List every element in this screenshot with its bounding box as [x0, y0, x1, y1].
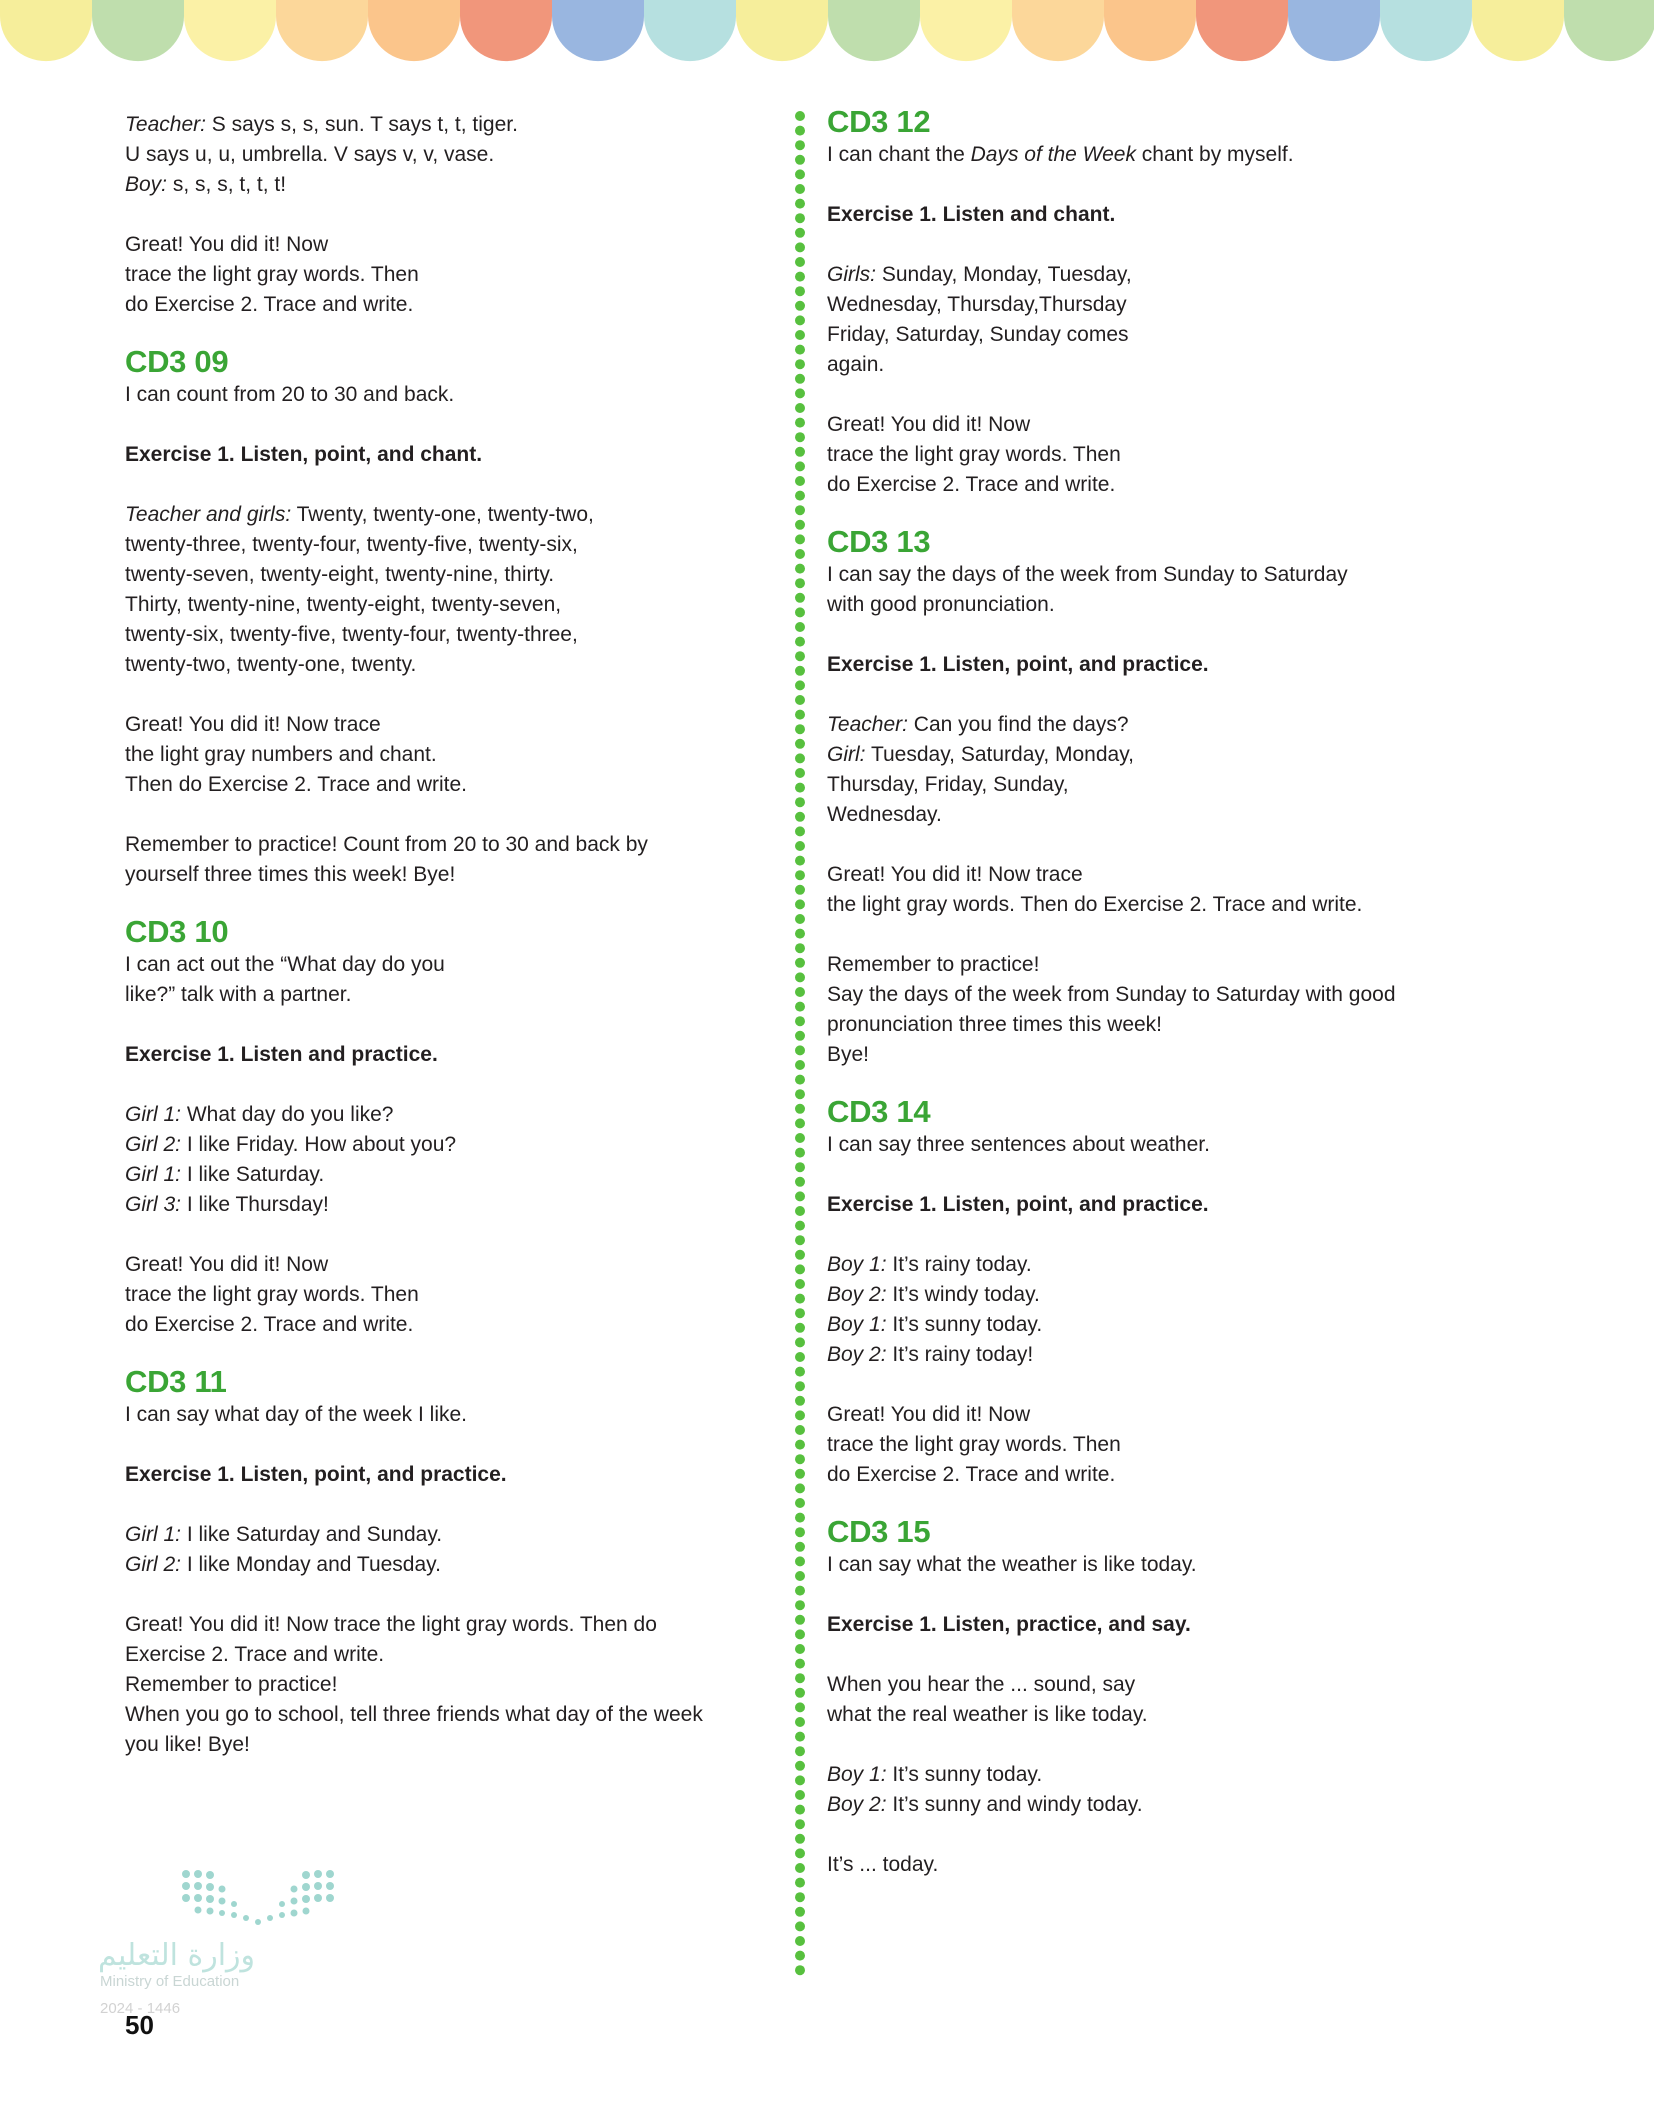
goal-text: I can say the days of the week from Sunday to Saturday with good pronunciation.: [827, 563, 1348, 616]
goal-text-end: chant by myself.: [1135, 143, 1294, 166]
divider-dot: [795, 1761, 805, 1771]
track-heading: CD3 13: [827, 524, 931, 559]
divider-dot: [795, 1381, 805, 1391]
divider-dot: [795, 943, 805, 953]
chant-text: [125, 500, 785, 680]
scallop-shape: [736, 0, 828, 61]
dialogue-text: It’s sunny today.: [886, 1763, 1043, 1786]
divider-dot: [795, 841, 805, 851]
divider-dot: [795, 651, 805, 661]
chant-name: Days of the Week: [970, 143, 1136, 166]
scallop-shape: [1564, 0, 1654, 61]
divider-dot: [795, 403, 805, 413]
cd3-10-section: [125, 914, 785, 1340]
divider-dot: [795, 155, 805, 165]
divider-dot: [795, 1352, 805, 1362]
dialogue-text: It’s windy today.: [886, 1283, 1040, 1306]
speaker-label: Boy 2:: [827, 1793, 887, 1816]
speaker-label: Boy:: [125, 173, 168, 196]
closing-text: Great! You did it! Now trace the light gray words. Then do Exercise 2. Trace and write.: [827, 1403, 1121, 1486]
scallop-shape: [1380, 0, 1472, 61]
divider-dot: [795, 1673, 805, 1683]
divider-dot: [795, 1075, 805, 1085]
scallop-shape: [1472, 0, 1564, 61]
page-number: 50: [125, 2010, 154, 2040]
divider-dot: [795, 987, 805, 997]
divider-dot: [795, 1235, 805, 1245]
dialogue-text: It’s sunny today.: [886, 1313, 1043, 1336]
divider-dot: [795, 1863, 805, 1873]
track-heading: CD3 11: [125, 1364, 227, 1399]
dialogue: [827, 1760, 1527, 1820]
dotted-column-divider: [792, 110, 808, 1980]
cd3-13-section: [827, 524, 1527, 1070]
divider-dot: [795, 1892, 805, 1902]
speaker-label: Girl 2:: [125, 1553, 182, 1576]
divider-dot: [795, 899, 805, 909]
divider-dot: [795, 753, 805, 763]
scallop-shape: [276, 0, 368, 61]
divider-dot: [795, 461, 805, 471]
divider-dot: [795, 345, 805, 355]
divider-dot: [795, 111, 805, 121]
scallop-shape: [552, 0, 644, 61]
scallop-shape: [1196, 0, 1288, 61]
cd3-15-section: [827, 1514, 1527, 1880]
divider-dot: [795, 710, 805, 720]
closing-text: Great! You did it! Now trace the light gray words. Then do Exercise 2. Trace and write.: [125, 233, 419, 316]
divider-dot: [795, 1177, 805, 1187]
dialogue: [125, 110, 785, 200]
goal-text: I can say three sentences about weather.: [827, 1133, 1210, 1156]
scallop-shape: [368, 0, 460, 61]
divider-dot: [795, 286, 805, 296]
exercise-title: Exercise 1. Listen, point, and chant.: [125, 443, 483, 466]
goal-text: [827, 140, 1527, 170]
dialogue: [125, 1520, 785, 1580]
divider-dot: [795, 1425, 805, 1435]
divider-dot: [795, 1834, 805, 1844]
scallop-shape: [920, 0, 1012, 61]
divider-dot: [795, 1615, 805, 1625]
divider-dot: [795, 1805, 805, 1815]
divider-dot: [795, 812, 805, 822]
divider-dot: [795, 1133, 805, 1143]
right-column: [827, 104, 1527, 1904]
scallop-shape: [184, 0, 276, 61]
divider-dot: [795, 505, 805, 515]
speaker-label: Girl:: [827, 743, 866, 766]
divider-dot: [795, 1819, 805, 1829]
divider-dot: [795, 1527, 805, 1537]
closing-text: Great! You did it! Now trace the light gray words. Then do Exercise 2. Trace and write.: [827, 863, 1363, 916]
divider-dot: [795, 885, 805, 895]
closing-text: Great! You did it! Now trace the light gray words. Then do Exercise 2. Trace and write.: [125, 1253, 419, 1336]
cd3-11-section: [125, 1364, 785, 1760]
divider-dot: [795, 666, 805, 676]
speaker-label: Girl 1:: [125, 1523, 182, 1546]
divider-dot: [795, 622, 805, 632]
divider-dot: [795, 1191, 805, 1201]
dialogue-text: I like Monday and Tuesday.: [181, 1553, 441, 1576]
dialogue-text: It’s sunny and windy today.: [886, 1793, 1143, 1816]
cd3-14-section: [827, 1094, 1527, 1490]
divider-dot: [795, 593, 805, 603]
dialogue-text: Tuesday, Saturday, Monday, Thursday, Friday, Sunday, Wednesday.: [827, 743, 1134, 826]
divider-dot: [795, 1775, 805, 1785]
divider-dot: [795, 272, 805, 282]
divider-dot: [795, 1542, 805, 1552]
speaker-label: Boy 1:: [827, 1313, 887, 1336]
divider-dot: [795, 257, 805, 267]
divider-dot: [795, 140, 805, 150]
ministry-name-arabic: وزارة التعليم: [98, 1938, 256, 1973]
speaker-label: Girls:: [827, 263, 876, 286]
divider-dot: [795, 447, 805, 457]
divider-dot: [795, 476, 805, 486]
divider-dot: [795, 126, 805, 136]
scallop-shape: [92, 0, 184, 61]
divider-dot: [795, 1089, 805, 1099]
exercise-title: Exercise 1. Listen and practice.: [125, 1043, 438, 1066]
divider-dot: [795, 914, 805, 924]
divider-dot: [795, 1045, 805, 1055]
speaker-label: Girl 1:: [125, 1103, 182, 1126]
divider-dot: [795, 418, 805, 428]
divider-dot: [795, 1396, 805, 1406]
divider-dot: [795, 1104, 805, 1114]
divider-dot: [795, 1250, 805, 1260]
divider-dot: [795, 315, 805, 325]
exercise-title: Exercise 1. Listen, point, and practice.: [827, 653, 1209, 676]
speaker-label: Teacher:: [125, 113, 206, 136]
divider-dot: [795, 1264, 805, 1274]
dialogue-text: I like Saturday and Sunday.: [181, 1523, 443, 1546]
divider-dot: [795, 520, 805, 530]
divider-dot: [795, 1688, 805, 1698]
divider-dot: [795, 1308, 805, 1318]
speaker-label: Teacher:: [827, 713, 908, 736]
speaker-label: Girl 3:: [125, 1193, 182, 1216]
divider-dot: [795, 213, 805, 223]
divider-dot: [795, 1060, 805, 1070]
divider-dot: [795, 768, 805, 778]
exercise-title: Exercise 1. Listen, point, and practice.: [125, 1463, 507, 1486]
divider-dot: [795, 1016, 805, 1026]
divider-dot: [795, 680, 805, 690]
scallop-shape: [460, 0, 552, 61]
chant-lines: Sunday, Monday, Tuesday, Wednesday, Thursday,Thursday Friday, Saturday, Sunday comes again.: [827, 263, 1132, 376]
dialogue-text: Can you find the days?: [907, 713, 1129, 736]
speaker-label: Boy 2:: [827, 1283, 887, 1306]
speaker-label: Boy 1:: [827, 1763, 887, 1786]
reminder-text: Remember to practice! Say the days of the week from Sunday to Saturday with good pronunciation three times this week! Bye!: [827, 953, 1396, 1066]
goal-text: I can say what day of the week I like.: [125, 1403, 468, 1426]
divider-dot: [795, 739, 805, 749]
instruction-text: When you hear the ... sound, say what the real weather is like today.: [827, 1673, 1148, 1726]
divider-dot: [795, 199, 805, 209]
divider-dot: [795, 607, 805, 617]
scallop-shape: [1012, 0, 1104, 61]
divider-dot: [795, 359, 805, 369]
scallop-shape: [828, 0, 920, 61]
speaker-label: Boy 1:: [827, 1253, 887, 1276]
scallop-shape: [644, 0, 736, 61]
final-line: It’s ... today.: [827, 1853, 939, 1876]
divider-dot: [795, 1702, 805, 1712]
divider-dot: [795, 1148, 805, 1158]
divider-dot: [795, 578, 805, 588]
divider-dot: [795, 301, 805, 311]
divider-dot: [795, 549, 805, 559]
dialogue-text: I like Thursday!: [181, 1193, 329, 1216]
dialogue-text: I like Friday. How about you?: [181, 1133, 457, 1156]
divider-dot: [795, 1907, 805, 1917]
divider-dot: [795, 1717, 805, 1727]
divider-dot: [795, 1498, 805, 1508]
track-heading: CD3 15: [827, 1514, 931, 1549]
divider-dot: [795, 169, 805, 179]
dialogue: [827, 1250, 1527, 1370]
speaker-label: Boy 2:: [827, 1343, 887, 1366]
divider-dot: [795, 330, 805, 340]
scalloped-top-border: [0, 0, 1654, 70]
divider-dot: [795, 637, 805, 647]
divider-dot: [795, 1965, 805, 1975]
reminder-text: Remember to practice! Count from 20 to 30 and back by yourself three times this week! Bye!: [125, 833, 648, 886]
closing-text: Great! You did it! Now trace the light gray numbers and chant. Then do Exercise 2. Trace and write.: [125, 713, 467, 796]
divider-dot: [795, 184, 805, 194]
speaker-label: Girl 1:: [125, 1163, 182, 1186]
divider-dot: [795, 1629, 805, 1639]
closing-text: Great! You did it! Now trace the light gray words. Then do Exercise 2. Trace and write.: [125, 1613, 657, 1666]
dialogue-text: s, s, s, t, t, t!: [167, 173, 287, 196]
divider-dot: [795, 242, 805, 252]
divider-dot: [795, 1732, 805, 1742]
track-heading: CD3 12: [827, 104, 931, 139]
divider-dot: [795, 1367, 805, 1377]
divider-dot: [795, 783, 805, 793]
scallop-shape: [1104, 0, 1196, 61]
divider-dot: [795, 1790, 805, 1800]
track-heading: CD3 14: [827, 1094, 931, 1129]
divider-dot: [795, 1440, 805, 1450]
divider-dot: [795, 1469, 805, 1479]
divider-dot: [795, 1323, 805, 1333]
divider-dot: [795, 534, 805, 544]
speaker-label: Teacher and girls:: [125, 503, 292, 526]
divider-dot: [795, 228, 805, 238]
divider-dot: [795, 1659, 805, 1669]
divider-dot: [795, 1294, 805, 1304]
divider-dot: [795, 1746, 805, 1756]
exercise-title: Exercise 1. Listen, point, and practice.: [827, 1193, 1209, 1216]
ministry-year: 2024 - 1446: [100, 2000, 181, 2017]
divider-dot: [795, 1337, 805, 1347]
left-column: [125, 110, 785, 1784]
divider-dot: [795, 1206, 805, 1216]
divider-dot: [795, 432, 805, 442]
divider-dot: [795, 958, 805, 968]
closing-text: Great! You did it! Now trace the light gray words. Then do Exercise 2. Trace and write.: [827, 413, 1121, 496]
divider-dot: [795, 1951, 805, 1961]
divider-dot: [795, 1600, 805, 1610]
chant-lines: Twenty, twenty-one, twenty-two, twenty-three, twenty-four, twenty-five, twenty-six, twenty-seven, twenty-eight, twenty-nine, thirty. Thirty, twenty-nine, twenty-eight, twenty-seven, twenty-six, twenty-five, twenty-four, twenty-three, twenty-two, twenty-one, twenty.: [125, 503, 594, 676]
divider-dot: [795, 564, 805, 574]
divider-dot: [795, 1936, 805, 1946]
divider-dot: [795, 856, 805, 866]
divider-dot: [795, 1410, 805, 1420]
divider-dot: [795, 1483, 805, 1493]
dialogue-text: I like Saturday.: [181, 1163, 325, 1186]
divider-dot: [795, 388, 805, 398]
divider-dot: [795, 1644, 805, 1654]
divider-dot: [795, 1221, 805, 1231]
divider-dot: [795, 1454, 805, 1464]
ministry-name-english: Ministry of Education: [100, 1973, 240, 1990]
divider-dot: [795, 491, 805, 501]
divider-dot: [795, 1513, 805, 1523]
dialogue: [827, 710, 1527, 830]
divider-dot: [795, 972, 805, 982]
divider-dot: [795, 1878, 805, 1888]
divider-dot: [795, 929, 805, 939]
chant-text: [827, 260, 1527, 380]
goal-text: I can act out the “What day do you like?” talk with a partner.: [125, 953, 445, 1006]
divider-dot: [795, 695, 805, 705]
divider-dot: [795, 374, 805, 384]
exercise-title: Exercise 1. Listen, practice, and say.: [827, 1613, 1191, 1636]
track-heading: CD3 10: [125, 914, 229, 949]
divider-dot: [795, 1921, 805, 1931]
divider-dot: [795, 1118, 805, 1128]
divider-dot: [795, 1586, 805, 1596]
intro-section: [125, 110, 785, 320]
goal-text-start: I can chant the: [827, 143, 971, 166]
divider-dot: [795, 870, 805, 880]
dialogue: [125, 1100, 785, 1220]
divider-dot: [795, 724, 805, 734]
divider-dot: [795, 1162, 805, 1172]
reminder-text: Remember to practice! When you go to school, tell three friends what day of the week you like! Bye!: [125, 1673, 703, 1756]
track-heading: CD3 09: [125, 344, 229, 379]
cd3-09-section: [125, 344, 785, 890]
divider-dot: [795, 1848, 805, 1858]
divider-dot: [795, 1556, 805, 1566]
cd3-12-section: [827, 104, 1527, 500]
divider-dot: [795, 1002, 805, 1012]
goal-text: I can say what the weather is like today.: [827, 1553, 1197, 1576]
dialogue-text: What day do you like?: [181, 1103, 394, 1126]
speaker-label: Girl 2:: [125, 1133, 182, 1156]
scallop-shape: [1288, 0, 1380, 61]
divider-dot: [795, 1279, 805, 1289]
goal-text: I can count from 20 to 30 and back.: [125, 383, 455, 406]
divider-dot: [795, 1031, 805, 1041]
divider-dot: [795, 1571, 805, 1581]
dialogue-text: It’s rainy today!: [886, 1343, 1034, 1366]
scallop-shape: [0, 0, 92, 61]
dialogue-text: S says s, s, sun. T says t, t, tiger. U says u, u, umbrella. V says v, v, vase.: [125, 113, 518, 166]
dialogue-text: It’s rainy today.: [886, 1253, 1032, 1276]
exercise-title: Exercise 1. Listen and chant.: [827, 203, 1116, 226]
divider-dot: [795, 797, 805, 807]
divider-dot: [795, 826, 805, 836]
